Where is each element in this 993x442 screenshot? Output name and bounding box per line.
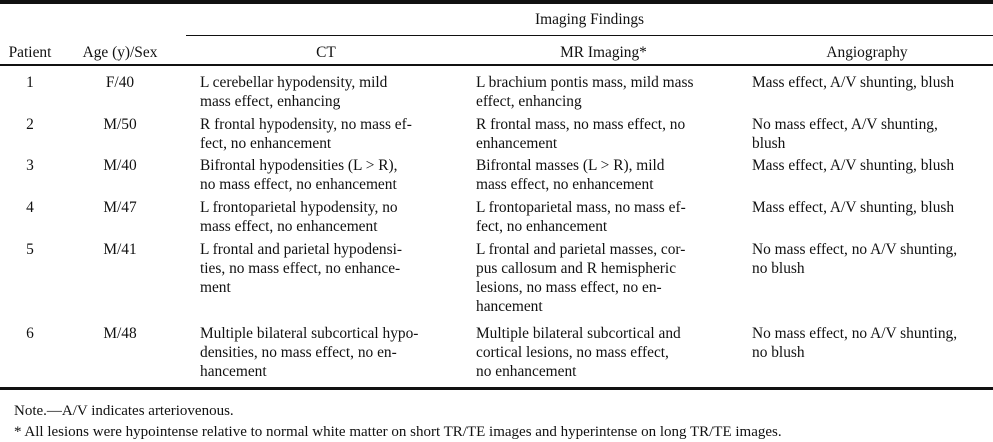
row-5-ct: L frontal and parietal hypodensi- ties, no mass effect, no enhance- ment	[200, 241, 403, 296]
row-6-patient: 6	[26, 325, 34, 342]
row-1-patient: 1	[26, 74, 34, 91]
row-2-patient: 2	[26, 116, 34, 133]
header-rule	[0, 64, 993, 66]
row-6-mr: Multiple bilateral subcortical and cortical lesions, no mass effect, no enhancement	[476, 325, 681, 380]
row-3-mr: Bifrontal masses (L > R), mild mass effect, no enhancement	[476, 157, 665, 193]
table-bottom-rule	[0, 387, 993, 390]
row-2-ct: R frontal hypodensity, no mass ef- fect, no enhancement	[200, 116, 412, 152]
row-1-ct: L cerebellar hypodensity, mild mass effect, enhancing	[200, 74, 388, 110]
table-note: Note.—A/V indicates arteriovenous.	[14, 403, 234, 419]
row-2-angiography: No mass effect, A/V shunting, blush	[752, 116, 938, 152]
row-5-mr: L frontal and parietal masses, cor- pus callosum and R hemispheric lesions, no mass effect, no en- hancement	[476, 241, 686, 315]
row-1-age-sex: F/40	[105, 74, 135, 91]
row-6-angiography: No mass effect, no A/V shunting, no blush	[752, 325, 958, 361]
column-header-ct: CT	[316, 44, 336, 61]
row-3-ct: Bifrontal hypodensities (L > R), no mass effect, no enhancement	[200, 157, 398, 193]
group-header-rule	[186, 35, 993, 36]
imaging-findings-header: Imaging Findings	[534, 11, 645, 28]
column-header-angiography: Angiography	[826, 44, 908, 61]
row-6-age-sex: M/48	[103, 325, 137, 342]
row-2-age-sex: M/50	[103, 116, 137, 133]
row-3-patient: 3	[26, 157, 34, 174]
row-3-angiography: Mass effect, A/V shunting, blush	[752, 157, 955, 174]
table-footnote: * All lesions were hypointense relative to normal white matter on short TR/TE images and hyperintense on long TR/TE images.	[14, 424, 782, 440]
row-4-ct: L frontoparietal hypodensity, no mass effect, no enhancement	[200, 199, 398, 235]
row-1-angiography: Mass effect, A/V shunting, blush	[752, 74, 955, 91]
row-3-age-sex: M/40	[103, 157, 137, 174]
row-5-angiography: No mass effect, no A/V shunting, no blush	[752, 241, 958, 277]
row-4-angiography: Mass effect, A/V shunting, blush	[752, 199, 955, 216]
row-5-age-sex: M/41	[103, 241, 137, 258]
row-4-age-sex: M/47	[103, 199, 137, 216]
column-header-age-sex: Age (y)/Sex	[82, 44, 158, 61]
row-1-mr: L brachium pontis mass, mild mass effect, enhancing	[476, 74, 694, 110]
column-header-patient: Patient	[8, 44, 52, 61]
row-4-mr: L frontoparietal mass, no mass ef- fect, no enhancement	[476, 199, 686, 235]
row-4-patient: 4	[26, 199, 34, 216]
column-header-mr-imaging: MR Imaging*	[560, 44, 647, 61]
row-2-mr: R frontal mass, no mass effect, no enhancement	[476, 116, 686, 152]
row-6-ct: Multiple bilateral subcortical hypo- densities, no mass effect, no en- hancement	[200, 325, 419, 380]
table-top-rule	[0, 0, 993, 4]
row-5-patient: 5	[26, 241, 34, 258]
